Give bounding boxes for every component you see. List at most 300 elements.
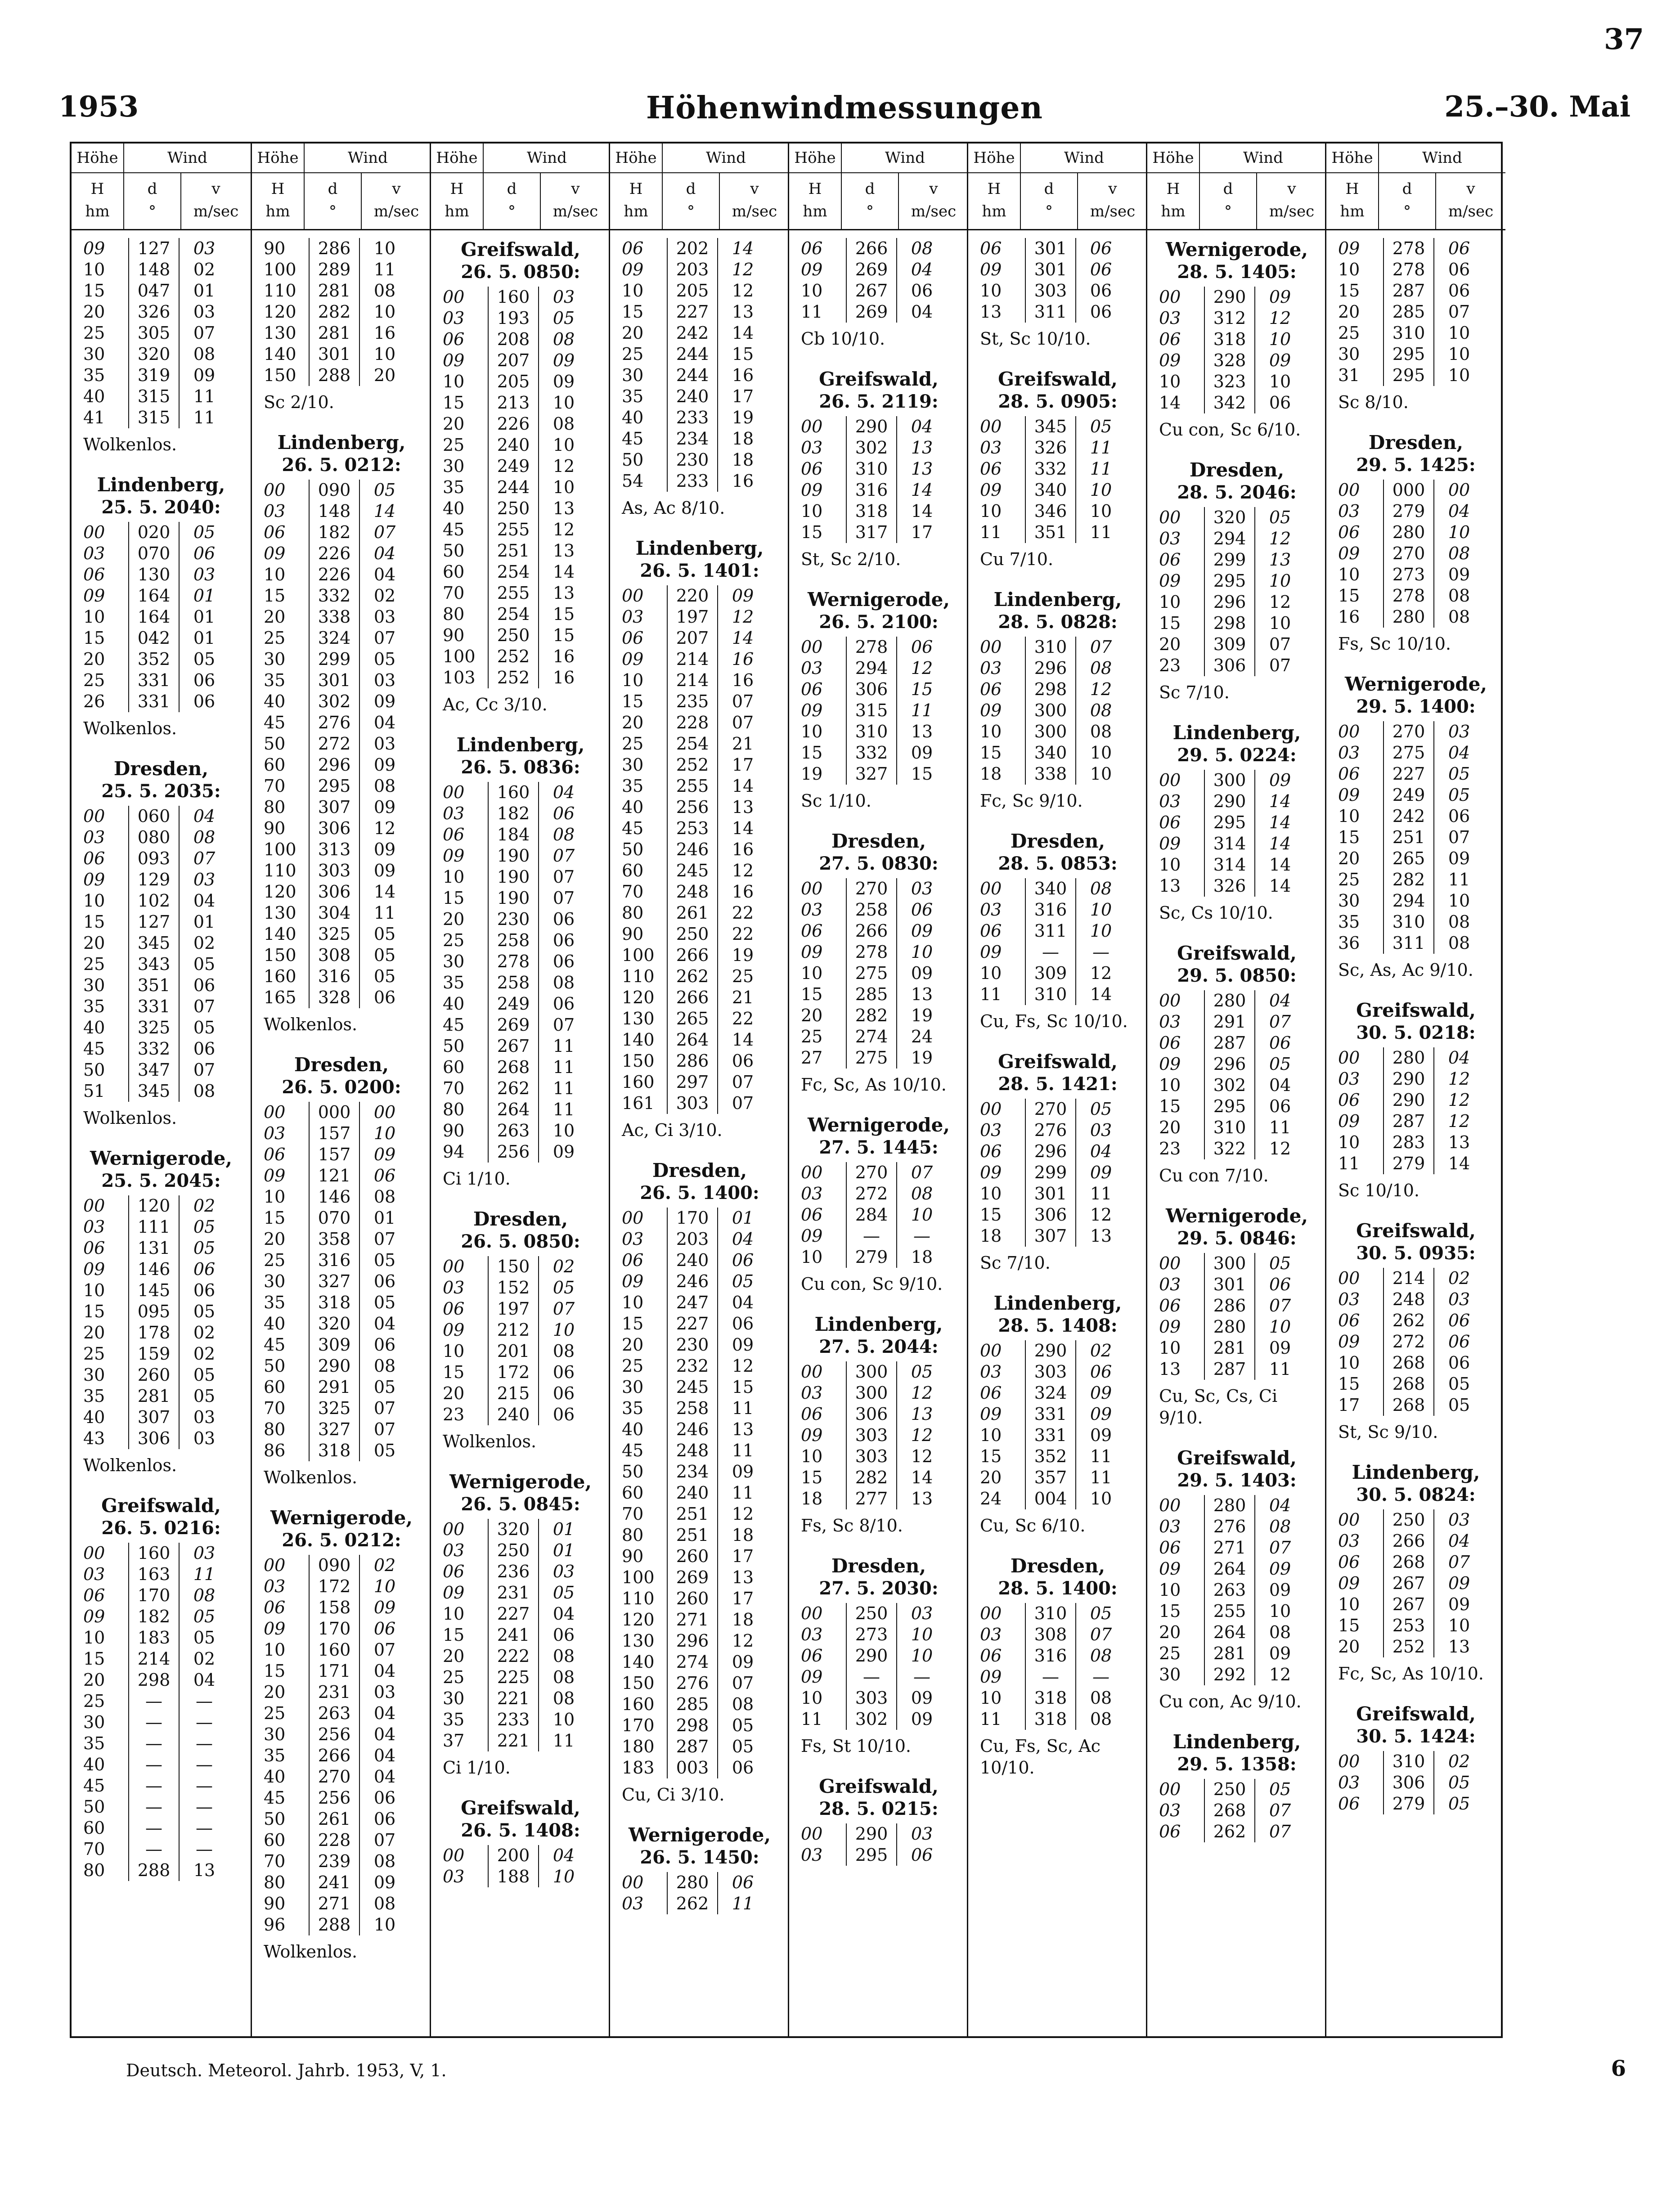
direction-cell: 338 <box>1025 763 1076 785</box>
station-name: Greifswald, <box>1177 1447 1297 1469</box>
speed-cell: 06 <box>1448 260 1470 279</box>
header-deg-unit: ° <box>1224 202 1232 220</box>
cloud-note: Sc 7/10. <box>980 1253 1051 1273</box>
direction-cell: 249 <box>488 456 539 477</box>
table-row <box>438 1383 603 1404</box>
direction-cell: 296 <box>309 754 360 776</box>
height-cell: 11 <box>980 522 1002 542</box>
speed-cell: 04 <box>911 302 933 322</box>
table-row <box>796 899 961 920</box>
direction-cell: 263 <box>488 1120 539 1141</box>
table-row <box>79 1775 243 1796</box>
speed-cell: — <box>196 1818 213 1838</box>
table-row <box>617 649 782 670</box>
speed-cell: 16 <box>373 323 396 343</box>
direction-cell: 296 <box>667 1630 718 1652</box>
height-cell: 10 <box>801 963 823 983</box>
station-block <box>79 1147 243 1476</box>
direction-cell: 289 <box>309 259 360 280</box>
table-row <box>438 371 603 392</box>
station-block <box>617 1823 782 1914</box>
height-cell: 15 <box>1338 1616 1360 1635</box>
direction-cell: 312 <box>1204 308 1255 329</box>
speed-cell: 06 <box>1090 238 1112 258</box>
table-row <box>796 878 961 899</box>
table-row <box>617 839 782 860</box>
direction-cell: 282 <box>1383 869 1434 890</box>
direction-cell: 318 <box>846 501 897 522</box>
height-cell: 09 <box>443 1320 465 1340</box>
table-row <box>79 522 243 543</box>
height-cell: 00 <box>1159 1495 1181 1515</box>
direction-cell: 340 <box>1025 742 1076 763</box>
height-cell: 10 <box>622 670 644 690</box>
speed-cell: 09 <box>1090 1163 1112 1182</box>
table-row <box>975 1099 1140 1120</box>
height-cell: 09 <box>622 260 644 279</box>
header-H <box>1147 173 1200 229</box>
direction-cell: 301 <box>309 344 360 365</box>
speed-cell: 15 <box>553 604 575 624</box>
height-cell: 20 <box>83 1670 105 1690</box>
height-cell: 10 <box>801 501 823 521</box>
direction-cell: 226 <box>309 564 360 585</box>
observation-timestamp: 28. 5. 0905: <box>998 391 1118 412</box>
direction-cell: 299 <box>1204 549 1255 570</box>
cloud-note: Ac, Ci 3/10. <box>622 1120 723 1140</box>
direction-cell: 250 <box>846 1603 897 1624</box>
height-cell: 03 <box>801 1625 823 1644</box>
table-row <box>796 280 961 301</box>
direction-cell: 308 <box>309 945 360 966</box>
direction-cell: — <box>1025 1666 1076 1688</box>
table-row <box>79 890 243 911</box>
direction-cell: 320 <box>1204 507 1255 528</box>
table-row <box>259 776 424 797</box>
speed-cell: 07 <box>373 628 396 648</box>
table-row <box>617 733 782 754</box>
speed-cell: 08 <box>553 1646 575 1666</box>
direction-cell: 264 <box>1204 1558 1255 1580</box>
height-cell: 20 <box>264 607 286 627</box>
table-row <box>259 649 424 670</box>
table-row <box>438 561 603 583</box>
speed-cell: 13 <box>911 722 933 741</box>
speed-cell: 08 <box>193 1081 216 1101</box>
table-row <box>438 392 603 413</box>
table-row <box>79 1428 243 1449</box>
table-row <box>438 498 603 519</box>
direction-cell: 325 <box>309 924 360 945</box>
speed-cell: 01 <box>193 628 216 648</box>
speed-cell: 10 <box>1269 1601 1291 1621</box>
speed-cell: 11 <box>732 1483 754 1503</box>
header-H <box>610 173 663 229</box>
height-cell: 25 <box>622 344 644 364</box>
header-H <box>1326 173 1379 229</box>
speed-cell: 04 <box>1448 1531 1470 1551</box>
speed-cell: 09 <box>1448 1573 1470 1593</box>
table-row <box>617 1652 782 1673</box>
speed-cell: 05 <box>732 1715 754 1735</box>
height-cell: 09 <box>83 238 105 258</box>
table-row <box>259 1830 424 1851</box>
table-row <box>1154 392 1319 413</box>
station-block <box>796 1554 961 1757</box>
table-row <box>79 280 243 301</box>
direction-cell: 295 <box>846 1845 897 1866</box>
table-row <box>1154 634 1319 655</box>
direction-cell: 214 <box>1383 1268 1434 1289</box>
height-cell: 100 <box>622 1567 655 1587</box>
height-cell: 30 <box>83 344 105 364</box>
height-cell: 150 <box>622 1673 655 1693</box>
height-cell: 00 <box>980 1341 1002 1360</box>
height-cell: 03 <box>1159 1800 1181 1820</box>
speed-cell: 06 <box>732 1872 754 1892</box>
table-row <box>1154 528 1319 549</box>
table-row <box>79 238 243 259</box>
direction-cell: 352 <box>128 649 180 670</box>
speed-cell: 07 <box>732 1093 754 1113</box>
height-cell: 20 <box>83 649 105 669</box>
direction-cell: 325 <box>309 1398 360 1419</box>
column-header <box>968 144 1147 230</box>
direction-cell: 315 <box>846 700 897 721</box>
speed-cell: 25 <box>732 966 754 986</box>
direction-cell: 343 <box>128 954 180 975</box>
table-row <box>617 987 782 1008</box>
height-cell: 03 <box>1159 1275 1181 1294</box>
column-body <box>252 238 431 2036</box>
height-cell: 00 <box>83 806 105 826</box>
cloud-note: St, Sc 2/10. <box>801 549 901 569</box>
direction-cell: 251 <box>667 1504 718 1525</box>
speed-cell: 04 <box>732 1229 754 1249</box>
header-hoehe: Höhe <box>968 144 1021 172</box>
direction-cell: 287 <box>1204 1359 1255 1380</box>
column-header <box>610 144 789 230</box>
height-cell: 130 <box>264 323 296 343</box>
table-row <box>617 1440 782 1461</box>
height-cell: 30 <box>1338 891 1360 911</box>
direction-cell: 148 <box>309 501 360 522</box>
speed-cell: 01 <box>193 607 216 627</box>
table-row <box>438 1603 603 1625</box>
height-cell: 25 <box>83 1691 105 1711</box>
speed-cell: 01 <box>553 1519 575 1539</box>
table-row <box>79 628 243 649</box>
table-row <box>1334 344 1498 365</box>
speed-cell: 06 <box>373 1809 396 1829</box>
direction-cell: 270 <box>1025 1099 1076 1120</box>
direction-cell: 170 <box>309 1618 360 1639</box>
speed-cell: 09 <box>373 840 396 859</box>
height-cell: 03 <box>1159 529 1181 548</box>
table-column <box>430 144 610 2036</box>
speed-cell: 08 <box>373 281 396 301</box>
speed-cell: 09 <box>1269 350 1291 370</box>
direction-cell: 246 <box>667 839 718 860</box>
height-cell: 35 <box>443 1710 465 1729</box>
speed-cell: — <box>196 1776 213 1796</box>
speed-cell: 10 <box>1090 480 1112 500</box>
height-cell: 45 <box>443 1015 465 1035</box>
height-cell: 20 <box>1338 849 1360 868</box>
table-row <box>79 606 243 628</box>
table-row <box>259 1208 424 1229</box>
header-wind: Wind <box>348 149 388 167</box>
header-d <box>484 173 541 229</box>
station-name: Greifswald, <box>1356 1703 1476 1725</box>
height-cell: 00 <box>83 1196 105 1216</box>
speed-cell: 19 <box>911 1048 933 1068</box>
height-cell: 00 <box>801 1362 823 1382</box>
table-row <box>617 1630 782 1652</box>
height-cell: 06 <box>801 459 823 479</box>
table-row <box>79 1322 243 1343</box>
speed-cell: 05 <box>193 954 216 974</box>
height-cell: 45 <box>83 1039 105 1059</box>
speed-cell: 04 <box>373 1746 396 1765</box>
direction-cell: 314 <box>1204 854 1255 876</box>
height-cell: 10 <box>980 963 1002 983</box>
direction-cell: 263 <box>309 1703 360 1724</box>
speed-cell: 16 <box>732 649 754 669</box>
speed-cell: 17 <box>732 755 754 775</box>
header-hm-unit: hm <box>1161 202 1186 220</box>
table-row <box>259 1419 424 1440</box>
table-row <box>1154 1138 1319 1159</box>
table-row <box>1334 365 1498 386</box>
height-cell: 09 <box>443 846 465 866</box>
direction-cell: 256 <box>488 1141 539 1163</box>
table-row <box>796 1845 961 1866</box>
height-cell: 09 <box>264 1619 286 1639</box>
station-block <box>438 238 603 715</box>
direction-cell: 256 <box>309 1724 360 1745</box>
direction-cell: 251 <box>1383 827 1434 848</box>
table-row <box>1334 301 1498 323</box>
observation-timestamp: 29. 5. 0846: <box>1177 1228 1297 1249</box>
height-cell: 30 <box>622 755 644 775</box>
height-cell: 60 <box>264 755 286 775</box>
table-row <box>79 1081 243 1102</box>
height-cell: 10 <box>83 260 105 279</box>
speed-cell: 13 <box>1090 1226 1112 1246</box>
table-row <box>617 1292 782 1313</box>
height-cell: 10 <box>83 1280 105 1300</box>
speed-cell: 22 <box>732 1009 754 1028</box>
table-row <box>259 1313 424 1334</box>
station-block <box>259 1053 424 1488</box>
header-date-range: 25.–30. Mai <box>1444 90 1631 124</box>
direction-cell: 252 <box>1383 1636 1434 1657</box>
height-cell: 09 <box>980 942 1002 962</box>
height-cell: 06 <box>622 628 644 648</box>
column-header <box>431 144 610 230</box>
table-row <box>259 1703 424 1724</box>
speed-cell: — <box>196 1797 213 1817</box>
table-row <box>1154 592 1319 613</box>
header-hoehe: Höhe <box>1326 144 1379 172</box>
height-cell: 06 <box>443 825 465 844</box>
table-row <box>1334 522 1498 543</box>
speed-cell: 04 <box>1448 501 1470 521</box>
direction-cell: 234 <box>667 428 718 449</box>
speed-cell: 07 <box>1269 1800 1291 1820</box>
table-row <box>1334 1153 1498 1174</box>
station-name: Lindenberg, <box>1172 1731 1301 1753</box>
direction-cell: 281 <box>309 323 360 344</box>
height-cell: 18 <box>801 1489 823 1509</box>
speed-cell: 02 <box>193 1344 216 1364</box>
observation-timestamp: 29. 5. 1425: <box>1356 454 1476 476</box>
direction-cell: 331 <box>128 670 180 691</box>
height-cell: 03 <box>980 1362 1002 1382</box>
table-row <box>438 1078 603 1099</box>
speed-cell: 10 <box>911 942 933 962</box>
table-row <box>617 238 782 259</box>
height-cell: 06 <box>801 921 823 941</box>
speed-cell: 08 <box>373 1851 396 1871</box>
height-cell: 03 <box>801 900 823 920</box>
table-row <box>79 344 243 365</box>
speed-cell: 08 <box>1269 1517 1291 1536</box>
speed-cell: 10 <box>1448 1616 1470 1635</box>
height-cell: 25 <box>83 954 105 974</box>
direction-cell: 269 <box>488 1015 539 1036</box>
speed-cell: 09 <box>373 691 396 711</box>
station-name: Lindenberg, <box>635 537 764 559</box>
table-row <box>796 238 961 259</box>
height-cell: 10 <box>443 372 465 391</box>
direction-cell: 160 <box>309 1639 360 1661</box>
direction-cell: 303 <box>1025 280 1076 301</box>
speed-cell: 03 <box>193 1407 216 1427</box>
speed-cell: 02 <box>193 260 216 279</box>
station-block <box>1334 673 1498 981</box>
speed-cell: 14 <box>1269 813 1291 832</box>
table-row <box>796 1488 961 1509</box>
table-row <box>1154 876 1319 897</box>
station-block <box>79 238 243 455</box>
header-hm-unit: hm <box>265 202 290 220</box>
table-row <box>796 437 961 458</box>
table-row <box>438 909 603 930</box>
height-cell: 25 <box>622 734 644 754</box>
height-cell: 00 <box>1159 287 1181 307</box>
observation-timestamp: 25. 5. 2040: <box>101 497 221 518</box>
header-H <box>72 173 124 229</box>
speed-cell: 06 <box>553 1362 575 1382</box>
speed-cell: 10 <box>911 1205 933 1225</box>
table-row <box>1154 1516 1319 1537</box>
speed-cell: 09 <box>1269 770 1291 790</box>
height-cell: 10 <box>980 1688 1002 1708</box>
table-row <box>617 1356 782 1377</box>
station-block <box>1154 1730 1319 1842</box>
station-name: Lindenberg, <box>993 1292 1122 1314</box>
speed-cell: 09 <box>1448 849 1470 868</box>
height-cell: 03 <box>443 308 465 328</box>
height-cell: 94 <box>443 1142 465 1162</box>
table-row <box>796 679 961 700</box>
height-cell: 00 <box>1159 991 1181 1010</box>
speed-cell: 08 <box>373 1356 396 1376</box>
observation-timestamp: 25. 5. 2045: <box>101 1170 221 1191</box>
direction-cell: 347 <box>128 1060 180 1081</box>
table-row <box>1334 869 1498 890</box>
direction-cell: 160 <box>128 1543 180 1564</box>
speed-cell: 10 <box>1269 372 1291 391</box>
direction-cell: 275 <box>846 1047 897 1069</box>
header-v <box>720 173 789 229</box>
table-row <box>259 628 424 649</box>
height-cell: 10 <box>801 722 823 741</box>
direction-cell: 290 <box>846 1645 897 1666</box>
direction-cell: — <box>128 1839 180 1860</box>
table-row <box>438 435 603 456</box>
table-row <box>438 625 603 646</box>
height-cell: 45 <box>443 520 465 539</box>
table-row <box>259 1851 424 1872</box>
height-cell: 10 <box>980 501 1002 521</box>
station-name: Dresden, <box>294 1054 389 1076</box>
table-row <box>259 797 424 818</box>
table-row <box>438 1688 603 1709</box>
table-row <box>617 1398 782 1419</box>
station-name: Greifswald, <box>101 1495 221 1517</box>
height-cell: 18 <box>980 764 1002 784</box>
direction-cell: 331 <box>128 691 180 712</box>
speed-cell: 09 <box>732 1462 754 1482</box>
table-row <box>796 963 961 984</box>
speed-cell: 01 <box>373 1208 396 1228</box>
direction-cell: — <box>846 1226 897 1247</box>
speed-cell: 07 <box>1269 1296 1291 1316</box>
height-cell: 36 <box>1338 933 1360 953</box>
table-row <box>79 933 243 954</box>
height-cell: 09 <box>1159 834 1181 853</box>
height-cell: 35 <box>83 997 105 1016</box>
height-cell: 23 <box>1159 656 1181 675</box>
height-cell: 06 <box>264 522 286 542</box>
speed-cell: 11 <box>732 1894 754 1913</box>
header-hm-unit: hm <box>85 202 110 220</box>
observation-timestamp: 27. 5. 2044: <box>819 1336 939 1357</box>
height-cell: 03 <box>801 1383 823 1403</box>
direction-cell: 280 <box>1204 990 1255 1011</box>
height-cell: 45 <box>622 429 644 449</box>
station-name: Wernigerode, <box>1165 238 1308 260</box>
speed-cell: 12 <box>911 1446 933 1466</box>
table-row <box>1154 570 1319 592</box>
speed-cell: 08 <box>553 1667 575 1687</box>
speed-cell: 11 <box>911 700 933 720</box>
height-cell: 110 <box>264 861 296 880</box>
speed-cell: 04 <box>193 1670 216 1690</box>
height-cell: 50 <box>264 734 286 754</box>
table-row <box>259 733 424 754</box>
table-row <box>1334 1310 1498 1331</box>
speed-cell: 03 <box>553 1562 575 1581</box>
station-name: Wernigerode, <box>1344 673 1487 695</box>
speed-cell: 09 <box>911 963 933 983</box>
direction-cell: 020 <box>128 522 180 543</box>
speed-cell: 10 <box>553 393 575 413</box>
direction-cell: 326 <box>1204 876 1255 897</box>
